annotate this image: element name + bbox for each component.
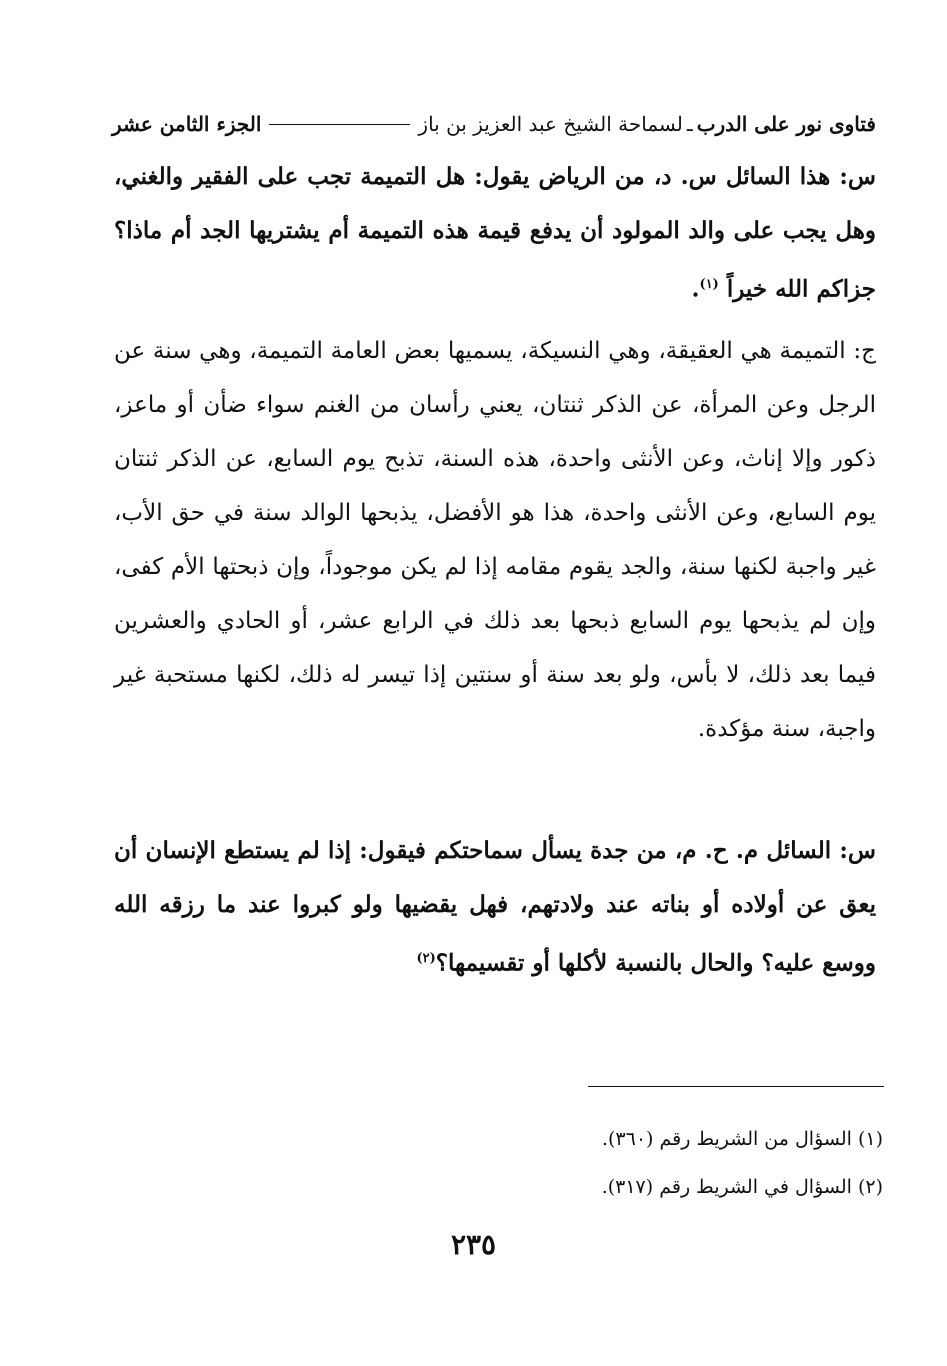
- page-number: ٢٣٥: [450, 1228, 497, 1261]
- running-header: [112, 104, 876, 144]
- author-name: لسماحة الشيخ عبد العزيز بن باز: [418, 112, 683, 136]
- footnote-ref-1: (١): [699, 277, 719, 292]
- footnote-1: (١) السؤال من الشريط رقم (٣٦٠).: [601, 1128, 883, 1150]
- footnote-separator: [588, 1086, 884, 1087]
- header-separator: ـ: [686, 112, 693, 136]
- answer-1-text: ج: التميمة هي العقيقة، وهي النسيكة، يسميها بعض العامة التميمة، وهي سنة عن الرجل وعن المرأة، عن الذكر ثنتان، يعني رأسان من الغنم سواء ضأن أو ماعز، ذكور وإلا إناث، وعن الأنثى واحدة، هذه السنة، تذبح يوم السابع، عن الذكر ثنتان يوم السابع، وعن الأنثى واحدة، هذا هو الأفضل، يذبحها الوالد سنة في حق الأب، غير واجبة لكنها سنة، والجد يقوم مقامه إذا لم يكن موجوداً، وإن ذبحتها الأم كفى، وإن لم يذبحها يوم السابع ذبحها بعد ذلك في الرابع عشر، أو الحادي والعشرين فيما بعد ذلك، لا بأس، ولو بعد سنة أو سنتين إذا تيسر له ذلك، لكنها مستحبة غير واجبة، سنة مؤكدة.: [114, 338, 876, 742]
- question-1-text: س: هذا السائل س. د، من الرياض يقول: هل التميمة تجب على الفقير والغني، وهل يجب على والد المولود أن يدفع قيمة هذه التميمة أم يشتريها الجد أم ماذا؟ جزاكم الله خيراً: [114, 163, 876, 303]
- answer-1: [114, 324, 876, 756]
- question-2-text: س: السائل م. ح. م، من جدة يسأل سماحتكم فيقول: إذا لم يستطع الإنسان أن يعق عن أولاده أو بناته عند ولادتهم، فهل يقضيها ولو كبروا عند ما رزقه الله ووسع عليه؟ والحال بالنسبة لأكلها أو تقسيمها؟: [114, 837, 876, 977]
- book-title: فتاوى نور على الدرب: [696, 112, 876, 136]
- question-1-end: .: [691, 275, 700, 303]
- header-rule: [269, 124, 410, 125]
- question-2: [114, 824, 876, 991]
- question-1: [114, 150, 876, 317]
- footnote-ref-2: (٢): [416, 951, 436, 966]
- part-label: الجزء الثامن عشر: [112, 112, 262, 136]
- footnote-2: (٢) السؤال في الشريط رقم (٣١٧).: [601, 1176, 883, 1198]
